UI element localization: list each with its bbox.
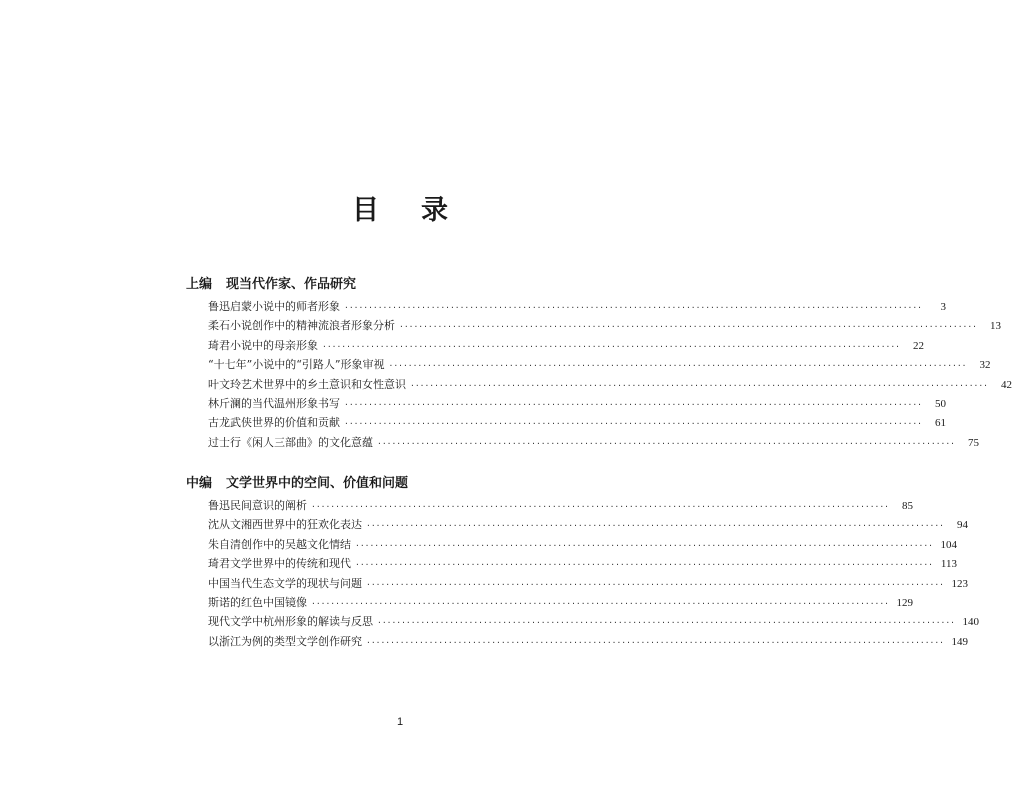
toc-entry[interactable] bbox=[208, 413, 946, 432]
toc-entry-page: 61 bbox=[934, 417, 946, 430]
section-part-label: 上编 bbox=[186, 277, 213, 292]
toc-entry-title: 琦君文学世界中的传统和现代 bbox=[208, 557, 351, 571]
toc-entry-page: 42 bbox=[1000, 378, 1012, 391]
page-number: 1 bbox=[396, 716, 404, 728]
leader-dots: ························································································································ bbox=[377, 618, 955, 628]
leader-dots: ························································································································ bbox=[322, 341, 900, 351]
toc-entry-page: 113 bbox=[940, 558, 957, 571]
toc-entry-page: 22 bbox=[912, 339, 924, 352]
toc-title-char-2: 录 bbox=[421, 195, 448, 226]
toc-entry-page: 75 bbox=[967, 436, 979, 449]
toc-entry-title: 柔石小说创作中的精神流浪者形象分析 bbox=[208, 319, 395, 333]
toc-entry-list bbox=[208, 496, 979, 651]
toc-entry-page: 85 bbox=[901, 500, 913, 512]
leader-dots: ························································································································ bbox=[344, 419, 922, 429]
section-name: 文学世界中的空间、价值和问题 bbox=[226, 476, 409, 491]
toc-entry-list bbox=[208, 297, 1012, 452]
toc-entry-title: 现代文学中杭州形象的解读与反思 bbox=[208, 615, 373, 629]
toc-entry-title: 鲁迅民间意识的阐析 bbox=[208, 499, 307, 512]
toc-entry-page: 50 bbox=[934, 397, 946, 410]
leader-dots: ························································································································ bbox=[399, 322, 977, 332]
toc-entry[interactable] bbox=[208, 535, 957, 554]
toc-entry-title: 古龙武侠世界的价值和贡献 bbox=[208, 416, 340, 430]
toc-entry-page: 149 bbox=[951, 635, 968, 648]
leader-dots: ························································································································ bbox=[366, 637, 944, 647]
section-middle bbox=[186, 474, 979, 651]
section-heading bbox=[186, 275, 586, 295]
toc-entry[interactable] bbox=[208, 316, 1001, 335]
section-part-label: 中编 bbox=[186, 476, 213, 491]
leader-dots: ························································································································ bbox=[355, 560, 933, 570]
toc-entry[interactable] bbox=[208, 612, 979, 631]
leader-dots: ························································································································ bbox=[388, 361, 967, 371]
toc-title-char-1: 目 bbox=[352, 195, 379, 226]
leader-dots: ························································································································ bbox=[344, 399, 922, 409]
toc-entry-page: 140 bbox=[962, 616, 979, 629]
toc-entry[interactable] bbox=[208, 297, 946, 316]
toc-entry[interactable] bbox=[208, 394, 946, 413]
toc-entry[interactable] bbox=[208, 632, 968, 651]
leader-dots: ························································································································ bbox=[366, 579, 944, 589]
toc-entry-page: 123 bbox=[951, 577, 968, 590]
toc-entry-title: 以浙江为例的类型文学创作研究 bbox=[208, 634, 362, 648]
toc-entry-title: 琦君小说中的母亲形象 bbox=[208, 338, 318, 352]
leader-dots: ························································································································ bbox=[366, 521, 944, 531]
toc-title bbox=[0, 188, 800, 227]
toc-entry[interactable] bbox=[208, 515, 968, 534]
toc-entry[interactable] bbox=[208, 593, 913, 612]
toc-entry[interactable] bbox=[208, 574, 968, 593]
toc-entry-title: 过士行《闲人三部曲》的文化意蕴 bbox=[208, 435, 373, 449]
toc-entry-page: 3 bbox=[940, 301, 946, 313]
toc-entry[interactable] bbox=[208, 496, 913, 515]
toc-entry-page: 129 bbox=[896, 596, 913, 609]
toc-entry[interactable] bbox=[208, 355, 991, 374]
section-heading bbox=[186, 474, 586, 494]
toc-entry-title: 林斤澜的当代温州形象书写 bbox=[208, 396, 340, 410]
leader-dots: ························································································································ bbox=[311, 598, 889, 608]
leader-dots: ························································································································ bbox=[355, 540, 933, 550]
toc-entry-title: 鲁迅启蒙小说中的师者形象 bbox=[208, 300, 340, 313]
section-name: 现当代作家、作品研究 bbox=[226, 277, 357, 292]
toc-entry[interactable] bbox=[208, 336, 924, 355]
leader-dots: ························································································································ bbox=[311, 502, 889, 511]
leader-dots: ························································································································ bbox=[344, 303, 922, 312]
leader-dots: ························································································································ bbox=[377, 438, 955, 448]
toc-entry[interactable] bbox=[208, 375, 1012, 394]
toc-entry-page: 94 bbox=[956, 519, 968, 532]
toc-entry-title: 叶文玲艺术世界中的乡土意识和女性意识 bbox=[208, 377, 406, 391]
toc-entry-title: 中国当代生态文学的现状与问题 bbox=[208, 576, 362, 590]
toc-entry[interactable] bbox=[208, 554, 957, 573]
toc-entry[interactable] bbox=[208, 433, 979, 452]
toc-entry-page: 13 bbox=[989, 320, 1001, 333]
toc-entry-page: 32 bbox=[979, 359, 991, 372]
toc-entry-page: 104 bbox=[940, 538, 957, 551]
toc-entry-title: 沈从文湘西世界中的狂欢化表达 bbox=[208, 518, 362, 532]
toc-entry-title: 斯诺的红色中国镜像 bbox=[208, 595, 307, 609]
toc-entry-title: “十七年”小说中的“引路人”形象审视 bbox=[208, 358, 385, 372]
section-upper bbox=[186, 275, 1012, 452]
leader-dots: ························································································································ bbox=[410, 380, 988, 390]
toc-entry-title: 朱自清创作中的吴越文化情结 bbox=[208, 537, 351, 551]
